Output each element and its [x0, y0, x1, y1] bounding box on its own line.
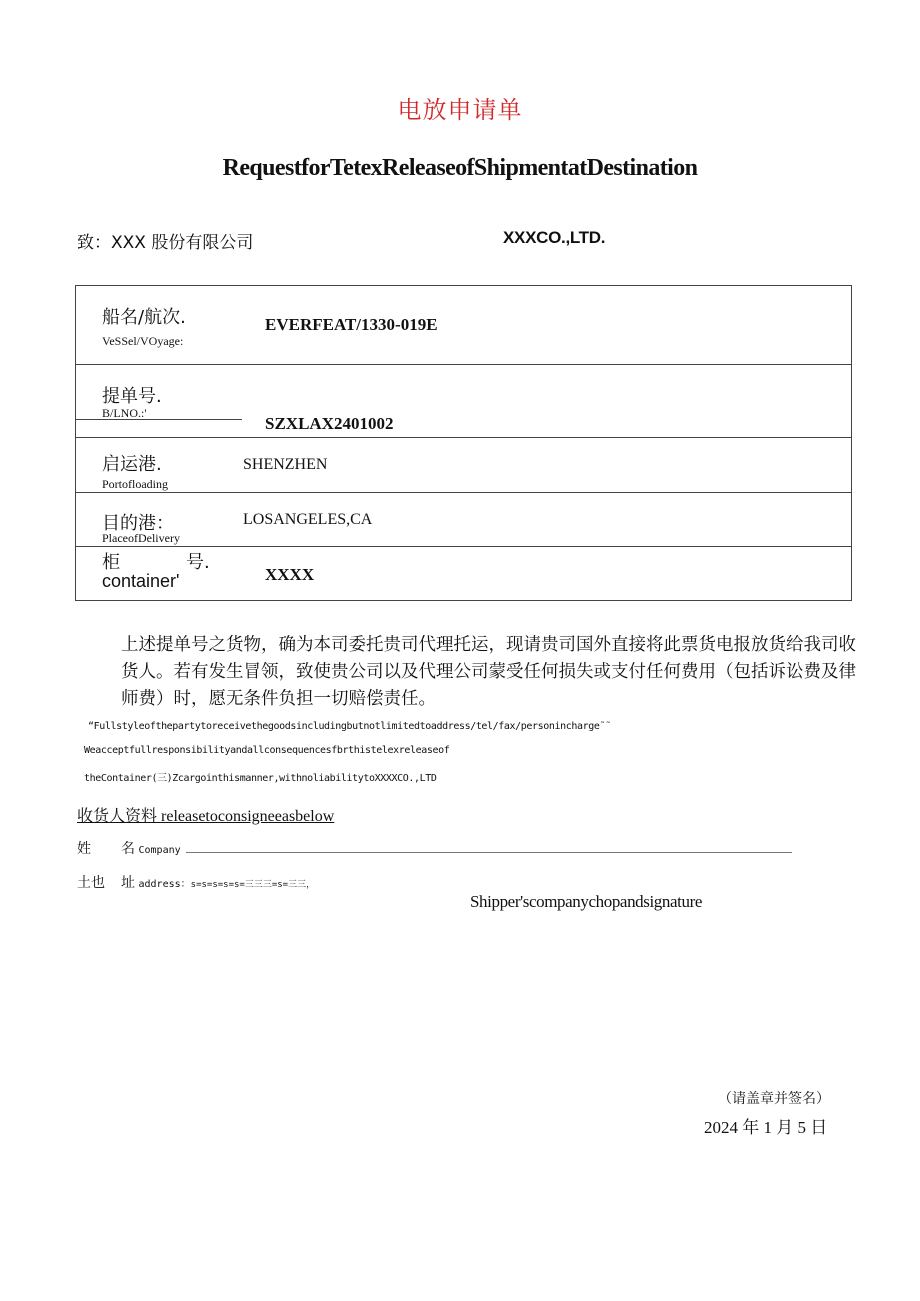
vessel-label-cn: 船名/航次.	[102, 307, 186, 328]
consignee-title-en: releasetoconsigneeasbelow	[161, 808, 335, 825]
recipient-cn: 致：XXX 股份有限公司	[77, 233, 254, 253]
signature-label: Shipper'scompanychopandsignature	[470, 892, 702, 911]
row-divider	[76, 492, 851, 493]
company-label-cn-1: 姓	[77, 841, 91, 857]
container-label-cn-2: 号.	[186, 552, 210, 573]
document-date: 2024 年 1 月 5 日	[704, 1118, 828, 1137]
fine-print-line-2: Weacceptfullresponsibilityandallconsequencesfbrthistelexreleaseof	[84, 745, 450, 756]
row-divider	[76, 546, 851, 547]
row-divider	[76, 437, 851, 438]
pod-label-en: PlaceofDelivery	[102, 531, 180, 545]
address-label-en: address：	[138, 879, 191, 890]
company-input-line[interactable]	[186, 852, 792, 853]
company-field-label	[77, 838, 181, 858]
consignee-section-title	[77, 803, 334, 826]
bl-label-cn: 提单号.	[102, 386, 162, 407]
document-title-en: RequestforTetexReleaseofShipmentatDestination	[222, 155, 698, 181]
bl-label-en: B/LNO.:'	[102, 406, 147, 420]
address-field-label	[77, 872, 315, 892]
pod-value: LOSANGELES,CA	[243, 511, 373, 528]
bl-underline	[76, 419, 242, 420]
address-value[interactable]: s=s=s=s=s=三三三=s=三三，	[190, 880, 316, 890]
declaration-paragraph: 上述提单号之货物，确为本司委托贵司代理托运，现请贵司国外直接将此票货电报放货给我司收货人。若有发生冒领，致使贵公司以及代理公司蒙受任何损失或支付任何费用（包括诉讼费及律师费）时，愿无条件负担一切赔偿责任。	[121, 635, 856, 709]
recipient-en: XXXCO.,LTD.	[503, 228, 606, 247]
vessel-value: EVERFEAT/1330-019E	[265, 315, 438, 334]
address-label-cn-2: 址	[121, 875, 135, 891]
pod-label-cn: 目的港：	[102, 513, 174, 534]
vessel-label-en: VeSSel/VOyage:	[102, 334, 184, 348]
shipment-details-table	[75, 285, 852, 601]
container-label-cn-1: 柜	[102, 552, 120, 573]
fine-print-line-1: “Fullstyleofthepartytoreceivethegoodsincludingbutnotlimitedtoaddress/tel/fax/personincharge˜˜	[88, 721, 611, 732]
consignee-title-cn: 收货人资料	[77, 806, 158, 825]
pol-value: SHENZHEN	[243, 456, 328, 473]
document-title-cn: 电放申请单	[397, 98, 523, 124]
address-label-cn-1: 土也	[77, 875, 105, 891]
fine-print-line-3: theContainer(三)Zcargointhismanner,withnoliabilitytoXXXXCO.,LTD	[84, 773, 437, 784]
row-divider	[76, 364, 851, 365]
pol-label-cn: 启运港.	[102, 454, 162, 475]
container-label-en: container'	[102, 571, 180, 591]
pol-label-en: Portofloading	[102, 477, 168, 491]
stamp-note: （请盖章并签名）	[718, 1091, 830, 1107]
company-label-cn-2: 名	[121, 841, 135, 857]
container-value: XXXX	[265, 565, 315, 584]
bl-value: SZXLAX2401002	[265, 414, 394, 433]
company-label-en: Company	[138, 845, 181, 856]
